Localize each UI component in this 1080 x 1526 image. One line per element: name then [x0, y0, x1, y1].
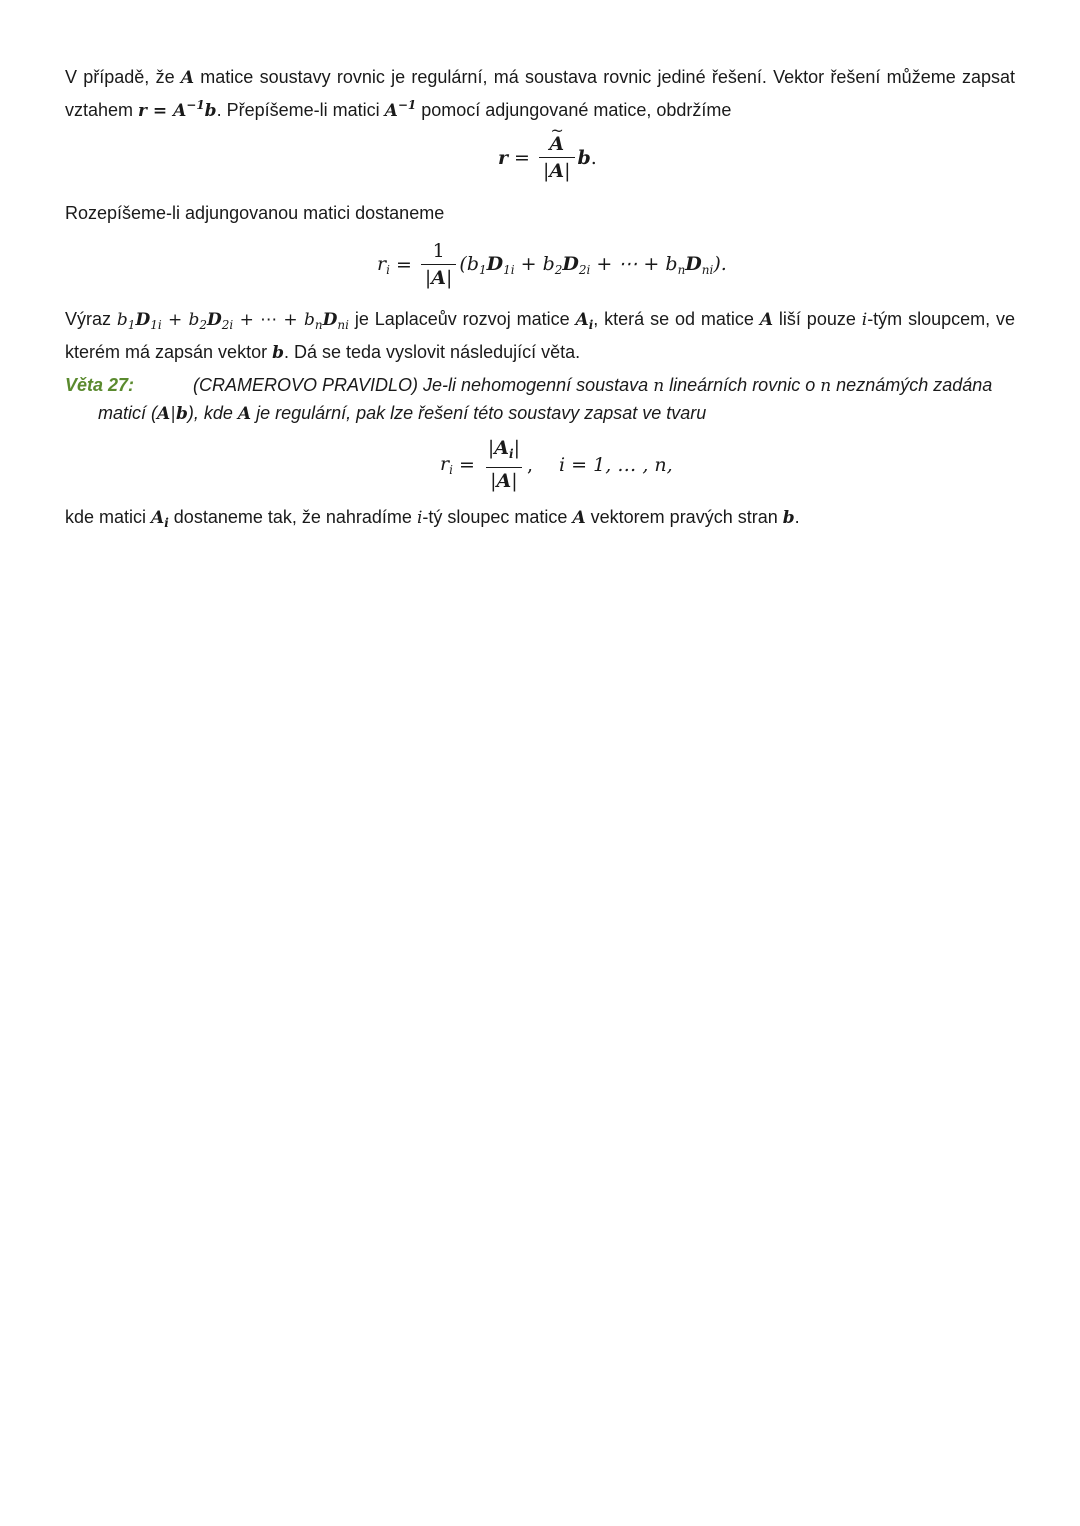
- eq-lhs: r: [498, 146, 509, 169]
- eq-lhs: $r_i$: [440, 452, 453, 477]
- adjugate-A: ~ A: [549, 132, 564, 156]
- math-r-eq-A: $r = A^{-1}b$: [138, 98, 217, 121]
- det-A: |A|: [486, 467, 522, 493]
- eq-lhs: $r_i$: [377, 252, 390, 277]
- math-Ai: $A_i$: [151, 508, 169, 530]
- det-A: |A|: [421, 264, 457, 290]
- paragraph-conclusion: kde matici $A_i$ dostaneme tak, že nahradíme i-tý sloupec matice A vektorem pravých stran b.: [65, 507, 800, 530]
- fraction: $\frac{1}{|A|}$: [421, 239, 457, 290]
- theorem-block: Věta 27: (CRAMEROVO PRAVIDLO) Je-li nehomogenní soustava n lineárních rovnic o n neznámých zadána maticí (A|b), kde A je regulární, pak lze řešení této soustavy zapsat ve tvaru: [65, 372, 1015, 428]
- text: pomocí adjungované matice, obdržíme: [416, 100, 732, 120]
- eq-sign: =: [514, 146, 530, 169]
- equation-cramer: $r_i$ = $\frac{|A_i|}{|A|}$ , i = 1, … , n,: [440, 437, 673, 492]
- math-A: $A^{-1}$: [384, 98, 417, 121]
- expansion: ($b_1D_{1i} + b_2D_{2i}$ + ⋯ + $b_nD_{ni}$).: [459, 252, 727, 277]
- math-expansion: $b_1D_{1i} + b_2D_{2i}$ + ⋯ + $b_nD_{ni}$: [116, 310, 349, 332]
- math-A: A: [180, 68, 195, 88]
- paragraph-laplace: Výraz $b_1D_{1i} + b_2D_{2i}$ + ⋯ + $b_nD_{ni}$ je Laplaceův rozvoj matice $A_i$, která se od matice A liší pouze i-tým sloupcem, ve kterém má zapsán vektor b. Dá se teda vyslovit následující věta.: [65, 309, 1016, 363]
- math-Ai: $A_i$: [575, 310, 594, 332]
- text: matice soustavy rovnic je regulární, má soustava rovnic jediné řešení. Vektor řešení můžeme zapsat vztahem: [65, 67, 1015, 120]
- paragraph-intro: [65, 64, 1015, 125]
- equation-r-adjugate: r = ~ $\frac{A}{|A|}$ b .: [498, 132, 597, 183]
- fraction: [539, 132, 575, 183]
- fraction: [484, 436, 524, 493]
- det-A: |A|: [539, 157, 575, 183]
- text: V případě, že: [65, 67, 181, 87]
- theorem-label: Věta 27:: [65, 375, 135, 395]
- paragraph-expand: [65, 200, 1015, 227]
- equation-ri-expanded: $r_i$ = $\frac{1}{|A|}$ ($b_1D_{1i} + b_2D_{2i}$ + ⋯ + $b_nD_{ni}$).: [377, 240, 727, 289]
- vector-b: b: [577, 146, 591, 169]
- text: Rozepíšeme-li adjungovanou matici dostaneme: [65, 203, 445, 223]
- index-range: i = 1, … , n,: [559, 453, 673, 476]
- det-Ai: $|A_i|$: [487, 437, 520, 461]
- text: . Přepíšeme-li matici: [216, 100, 385, 120]
